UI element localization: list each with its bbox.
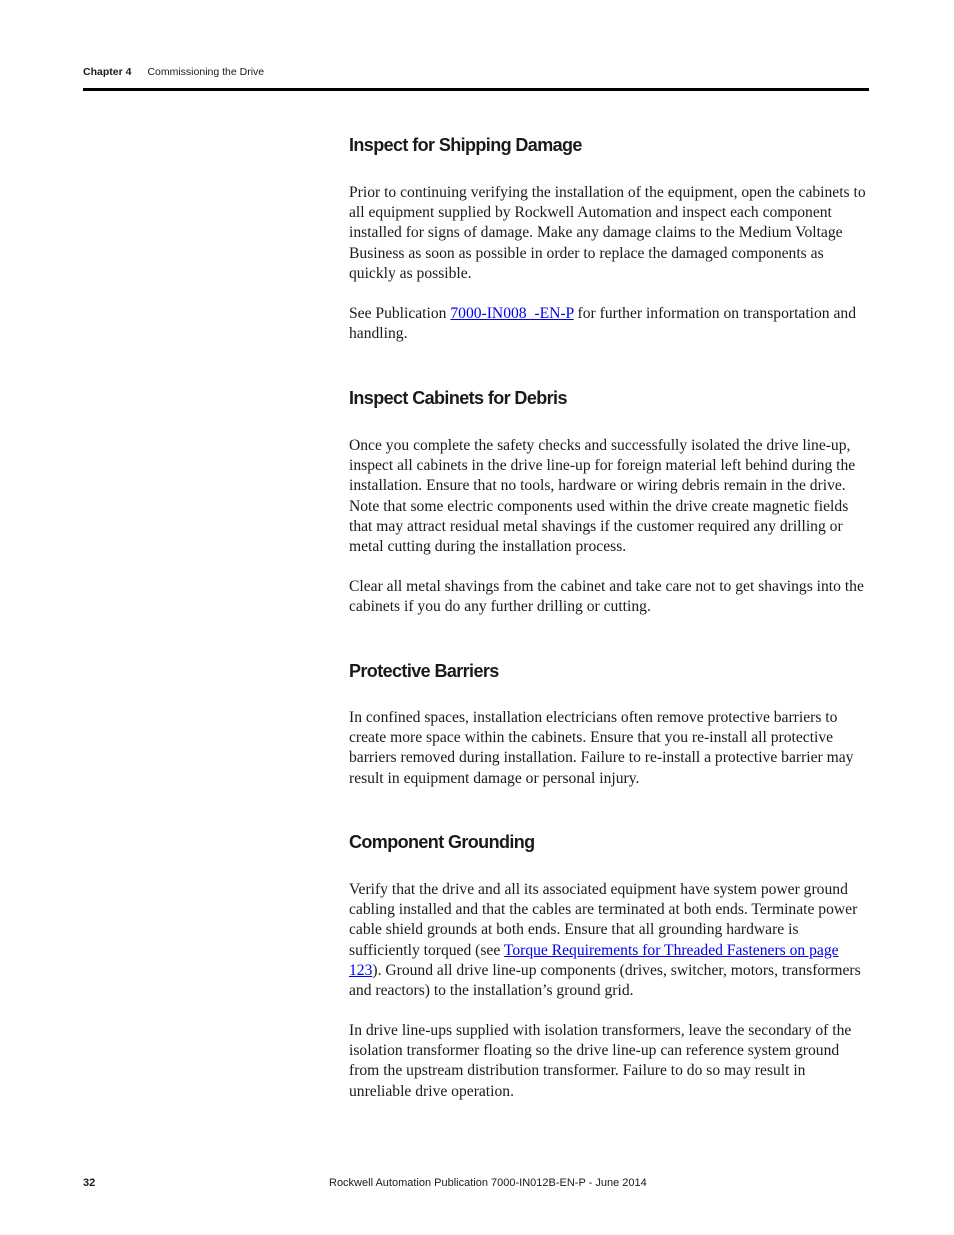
barriers-paragraph-1: In confined spaces, installation electricians often remove protective barriers to create more space within the cabinets. Ensure that you re-install all protective barriers removed during installation. Failure to re-install a protective barrier may result in equipment damage or personal injury. bbox=[349, 709, 854, 787]
debris-paragraph-1: Once you complete the safety checks and successfully isolated the drive line-up, inspect all cabinets in the drive line-up for foreign material left behind during the installation. Ensure that no tools, hardware or wiring debris remain in the drive. Note that some electric components used within the drive create magnetic fields that may attract residual metal shavings if the customer required any drilling or metal cutting during the installation process. bbox=[349, 437, 856, 556]
heading-shipping-damage: Inspect for Shipping Damage bbox=[349, 135, 582, 155]
heading-protective-barriers: Protective Barriers bbox=[349, 661, 499, 681]
header-rule bbox=[83, 88, 869, 91]
shipping-p2-before: See Publication bbox=[349, 305, 451, 322]
running-header bbox=[83, 66, 869, 86]
heading-cabinet-debris: Inspect Cabinets for Debris bbox=[349, 388, 567, 408]
chapter-title: Commissioning the Drive bbox=[147, 66, 265, 78]
heading-component-grounding: Component Grounding bbox=[349, 832, 535, 852]
debris-paragraph-2: Clear all metal shavings from the cabinet and take care not to get shavings into the cabinets if you do any further drilling or cutting. bbox=[349, 578, 864, 616]
grounding-paragraph-1 bbox=[349, 880, 869, 1001]
publication-footer: Rockwell Automation Publication 7000-IN012B-EN-P - June 2014 bbox=[329, 1177, 647, 1189]
shipping-paragraph-1: Prior to continuing verifying the installation of the equipment, open the cabinets to all equipment supplied by Rockwell Automation and inspect each component installed for signs of damage. Make any damage claims to the Medium Voltage Business as soon as possible in order to replace the damaged components as quickly as possible. bbox=[349, 184, 866, 282]
publication-link[interactable]: 7000-IN008_-EN-P bbox=[450, 305, 574, 322]
page-number: 32 bbox=[83, 1177, 96, 1189]
grounding-paragraph-2: In drive line-ups supplied with isolation transformers, leave the secondary of the isolation transformer floating so the drive line-up can reference system ground from the upstream distribution transformer. Failure to do so may result in unreliable drive operation. bbox=[349, 1022, 852, 1100]
grounding-p1-after: ). Ground all drive line-up components (drives, switcher, motors, transformers and reactors) to the installation’s ground grid. bbox=[349, 961, 861, 1000]
grounding-p1-before: Verify that the drive and all its associated equipment have system power ground cabling installed and that the cables are terminated at both ends. Terminate power cable shield grounds at both ends. Ensure that all grounding hardware is sufficiently torqued (see bbox=[349, 881, 858, 959]
shipping-p2-after: for further information on transportation and handling. bbox=[349, 305, 856, 343]
shipping-paragraph-2 bbox=[349, 304, 869, 344]
torque-requirements-link[interactable]: Torque Requirements for Threaded Fasteners on page 123 bbox=[349, 941, 839, 979]
chapter-number: Chapter 4 bbox=[83, 66, 132, 78]
